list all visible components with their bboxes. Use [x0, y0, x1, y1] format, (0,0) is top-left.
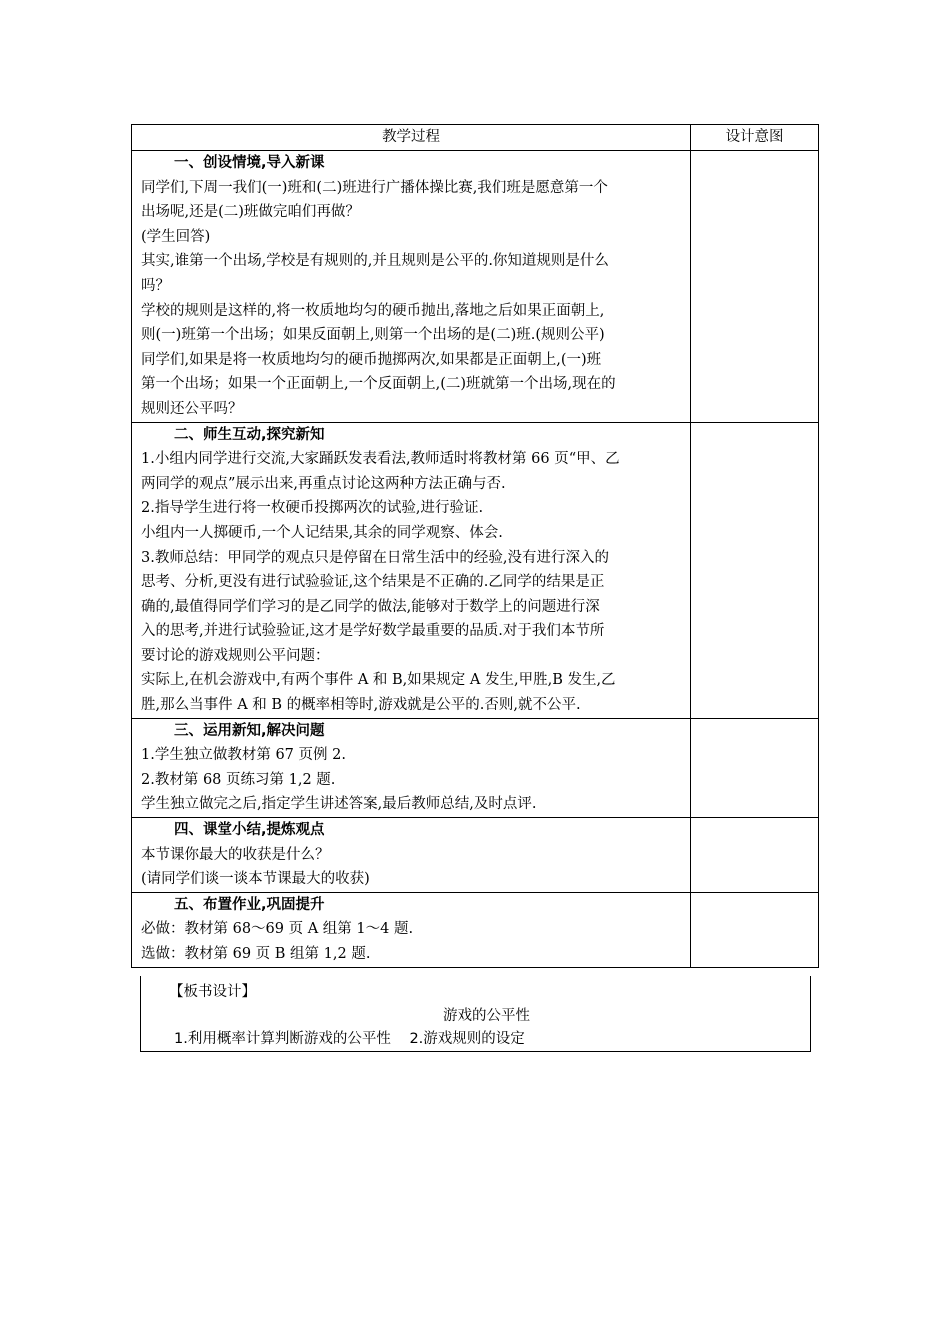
text-line: 要讨论的游戏规则公平问题： [141, 647, 330, 664]
section-title: 二、师生互动,探究新知 [174, 426, 325, 443]
lesson-table [131, 124, 819, 968]
text-line: (请同学们谈一谈本节课最大的收获) [141, 871, 370, 888]
section-content [132, 818, 691, 893]
text-line: 规则还公平吗？ [141, 400, 243, 417]
text-line: 实际上,在机会游戏中,有两个事件 A 和 B,如果规定 A 发生,甲胜,B 发生,乙 [141, 672, 616, 689]
text-line: 选做：教材第 69 页 B 组第 1,2 题. [141, 946, 371, 962]
text-line: 第一个出场；如果一个正面朝上,一个反面朝上,(二)班就第一个出场,现在的 [141, 376, 616, 393]
section-row [132, 151, 819, 423]
board-item: 1.利用概率计算判断游戏的公平性 [174, 1031, 391, 1047]
section-content [132, 892, 691, 967]
text-line: 同学们,下周一我们(一)班和(二)班进行广播体操比赛,我们班是愿意第一个 [141, 179, 608, 196]
text-line: 学生独立做完之后,指定学生讲述答案,最后教师总结,及时点评. [141, 796, 537, 813]
text-line: 确的,最值得同学们学习的是乙同学的做法,能够对于数学上的问题进行深 [141, 598, 600, 615]
text-line: 出场呢,还是(二)班做完咱们再做？ [141, 204, 360, 221]
text-line: 胜,那么当事件 A 和 B 的概率相等时,游戏就是公平的.否则,就不公平. [141, 697, 581, 714]
section-content [132, 151, 691, 423]
text-line: 学校的规则是这样的,将一枚质地均匀的硬币抛出,落地之后如果正面朝上, [141, 302, 605, 319]
text-line: 思考、分析,更没有进行试验验证,这个结果是不正确的.乙同学的结果是正 [141, 574, 605, 591]
board-design-box [140, 976, 811, 1052]
section-title: 一、创设情境,导入新课 [174, 155, 325, 171]
section-row [132, 422, 819, 718]
section-content [132, 422, 691, 718]
section-title: 四、课堂小结,提炼观点 [174, 822, 325, 839]
header-process: 教学过程 [132, 125, 691, 151]
section-title: 五、布置作业,巩固提升 [174, 896, 325, 913]
section-content [132, 718, 691, 817]
section-row [132, 892, 819, 967]
board-items [174, 1027, 539, 1048]
section-title: 三、运用新知,解决问题 [174, 722, 325, 739]
design-intent-cell [691, 151, 819, 423]
table-header-row [132, 125, 819, 151]
design-intent-cell [691, 422, 819, 718]
board-item: 2.游戏规则的设定 [409, 1031, 525, 1047]
design-intent-cell [691, 718, 819, 817]
text-line: 2.教材第 68 页练习第 1,2 题. [141, 771, 336, 788]
text-line: 吗？ [141, 277, 170, 294]
text-line: 必做：教材第 68～69 页 A 组第 1～4 题. [141, 921, 414, 938]
text-line: 1.学生独立做教材第 67 页例 2. [141, 747, 346, 764]
text-line: 本节课你最大的收获是什么？ [141, 846, 330, 863]
text-line: 1.小组内同学进行交流,大家踊跃发表看法,教师适时将教材第 66 页“甲、乙 [141, 451, 620, 468]
text-line: 则(一)班第一个出场；如果反面朝上,则第一个出场的是(二)班.(规则公平) [141, 327, 605, 344]
header-intent: 设计意图 [691, 125, 819, 151]
text-line: 入的思考,并进行试验验证,这才是学好数学最重要的品质.对于我们本节所 [141, 623, 605, 640]
text-line: 小组内一人掷硬币,一个人记结果,其余的同学观察、体会. [141, 524, 503, 541]
design-intent-cell [691, 892, 819, 967]
text-line: 3.教师总结：甲同学的观点只是停留在日常生活中的经验,没有进行深入的 [141, 549, 609, 566]
section-row [132, 718, 819, 817]
text-line: (学生回答) [141, 228, 211, 245]
board-title: 游戏的公平性 [443, 1008, 530, 1024]
text-line: 2.指导学生进行将一枚硬币投掷两次的试验,进行验证. [141, 500, 484, 517]
text-line: 两同学的观点”展示出来,再重点讨论这两种方法正确与否. [141, 475, 506, 492]
design-intent-cell [691, 818, 819, 893]
section-row [132, 818, 819, 893]
board-header: 【板书设计】 [169, 984, 256, 1000]
text-line: 同学们,如果是将一枚质地均匀的硬币抛掷两次,如果都是正面朝上,(一)班 [141, 351, 602, 368]
text-line: 其实,谁第一个出场,学校是有规则的,并且规则是公平的.你知道规则是什么 [141, 253, 609, 270]
